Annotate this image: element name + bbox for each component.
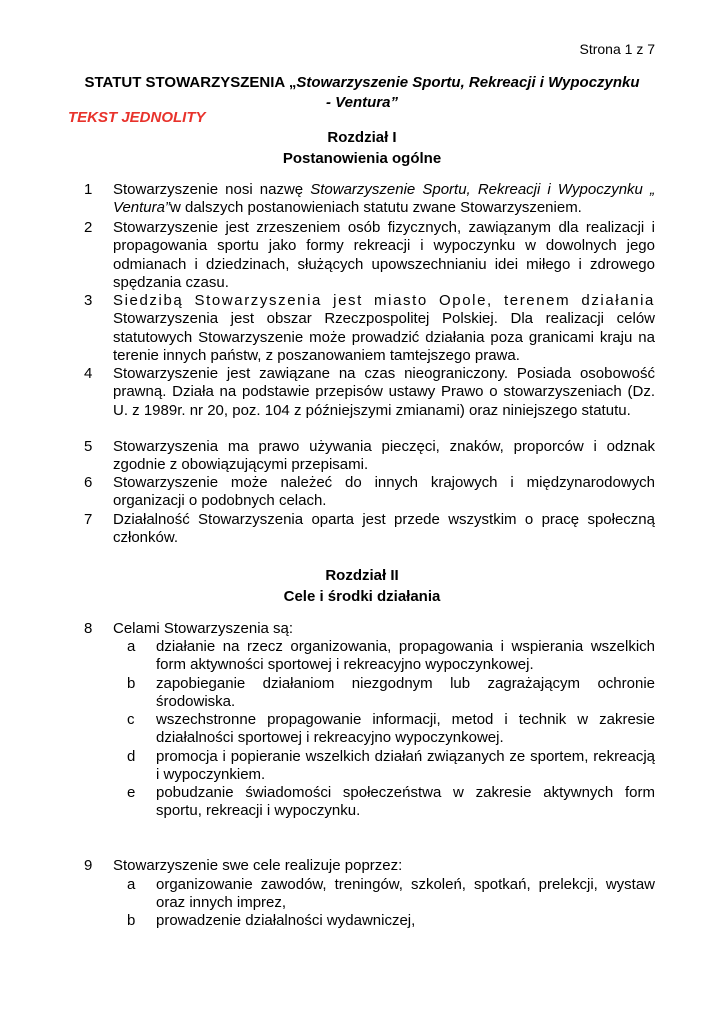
sub-item-text: pobudzanie świadomości społeczeństwa w zakresie aktywnych form sportu, rekreacji i wypoczynku. <box>156 784 655 820</box>
item-text: Stowarzyszenie jest zawiązane na czas nieograniczony. Posiada osobowość prawną. Działa na podstawie przepisów ustawy Prawo o stowarzyszeniach (Dz. U. z 1989r. nr 20, poz. 104 z późniejszymi zmianami) oraz niniejszego statutu. <box>113 365 655 419</box>
sub-item-letter: e <box>127 784 136 801</box>
page-number: Strona 1 z 7 <box>579 41 655 57</box>
sub-item-letter: a <box>127 638 136 655</box>
item-text: Celami Stowarzyszenia są: <box>113 620 294 637</box>
document-title <box>68 73 656 113</box>
item-number: 6 <box>84 474 93 491</box>
item-number: 1 <box>84 181 93 198</box>
sub-item-letter: d <box>127 748 136 765</box>
title-name-line1: Stowarzyszenie Sportu, Rekreacji i Wypoczynku <box>296 74 640 91</box>
item-number: 8 <box>84 620 93 637</box>
item-number: 3 <box>84 292 93 309</box>
document-subtitle: TEKST JEDNOLITY <box>68 109 206 126</box>
item-text: Stowarzyszenie nosi nazwę Stowarzyszenie Sportu, Rekreacji i Wypoczynku „ Ventura”w dalszych postanowieniach statutu zwane Stowarzyszeniem. <box>113 181 655 217</box>
item-number: 2 <box>84 219 93 236</box>
sub-item-letter: c <box>127 711 135 728</box>
item-text: Stowarzyszenia ma prawo używania pieczęci, znaków, proporców i odznak zgodnie z obowiązującymi przepisami. <box>113 438 655 474</box>
chapter-1-number: Rozdział I <box>327 129 397 146</box>
sub-item-text: prowadzenie działalności wydawniczej, <box>156 912 416 929</box>
item-text: Stowarzyszenie może należeć do innych krajowych i międzynarodowych organizacji o podobnych celach. <box>113 474 655 510</box>
chapter-2-number: Rozdział II <box>325 567 399 584</box>
item-number: 5 <box>84 438 93 455</box>
item-number: 7 <box>84 511 93 528</box>
sub-item-text: organizowanie zawodów, treningów, szkoleń, spotkań, prelekcji, wystaw oraz innych imprez, <box>156 876 655 912</box>
item-text: Stowarzyszenie jest zrzeszeniem osób fizycznych, zawiązanym dla realizacji i propagowania sportu jako formy rekreacji i wypoczynku w dowolnych jego odmianach i dziedzinach, służących upowszechnianiu idei miłego i zdrowego spędzania czasu. <box>113 219 655 292</box>
sub-item-letter: b <box>127 675 136 692</box>
item-number: 9 <box>84 857 93 874</box>
title-prefix: STATUT STOWARZYSZENIA „ <box>84 74 297 91</box>
sub-item-text: wszechstronne propagowanie informacji, metod i technik w zakresie działalności sportowej i rekreacyjno wypoczynkowej. <box>156 711 655 747</box>
item-number: 4 <box>84 365 93 382</box>
sub-item-text: promocja i popieranie wszelkich działań związanych ze sportem, rekreacją i wypoczynkiem. <box>156 748 655 784</box>
item-text: Siedzibą Stowarzyszenia jest miasto Opole, terenem działania Stowarzyszenia jest obszar Rzeczpospolitej Polskiej. Dla realizacji celów statutowych Stowarzyszenie może prowadzić działania poza granicami kraju na terenie innych państw, z poszanowaniem tamtejszego prawa. <box>113 292 655 365</box>
chapter-2-heading <box>68 565 656 607</box>
sub-item-letter: a <box>127 876 136 893</box>
sub-item-text: działanie na rzecz organizowania, propagowania i wspierania wszelkich form aktywności sportowej i rekreacyjno wypoczynkowej. <box>156 638 655 674</box>
chapter-1-heading <box>68 127 656 169</box>
chapter-1-name: Postanowienia ogólne <box>282 150 442 167</box>
chapter-2-name: Cele i środki działania <box>283 588 441 605</box>
sub-item-text: zapobieganie działaniom niezgodnym lub zagrażającym ochronie środowiska. <box>156 675 655 711</box>
item-text: Stowarzyszenie swe cele realizuje poprzez: <box>113 857 403 874</box>
item-text: Działalność Stowarzyszenia oparta jest przede wszystkim o pracę społeczną członków. <box>113 511 655 547</box>
title-name-line2: - Ventura” <box>326 94 398 111</box>
sub-item-letter: b <box>127 912 136 929</box>
